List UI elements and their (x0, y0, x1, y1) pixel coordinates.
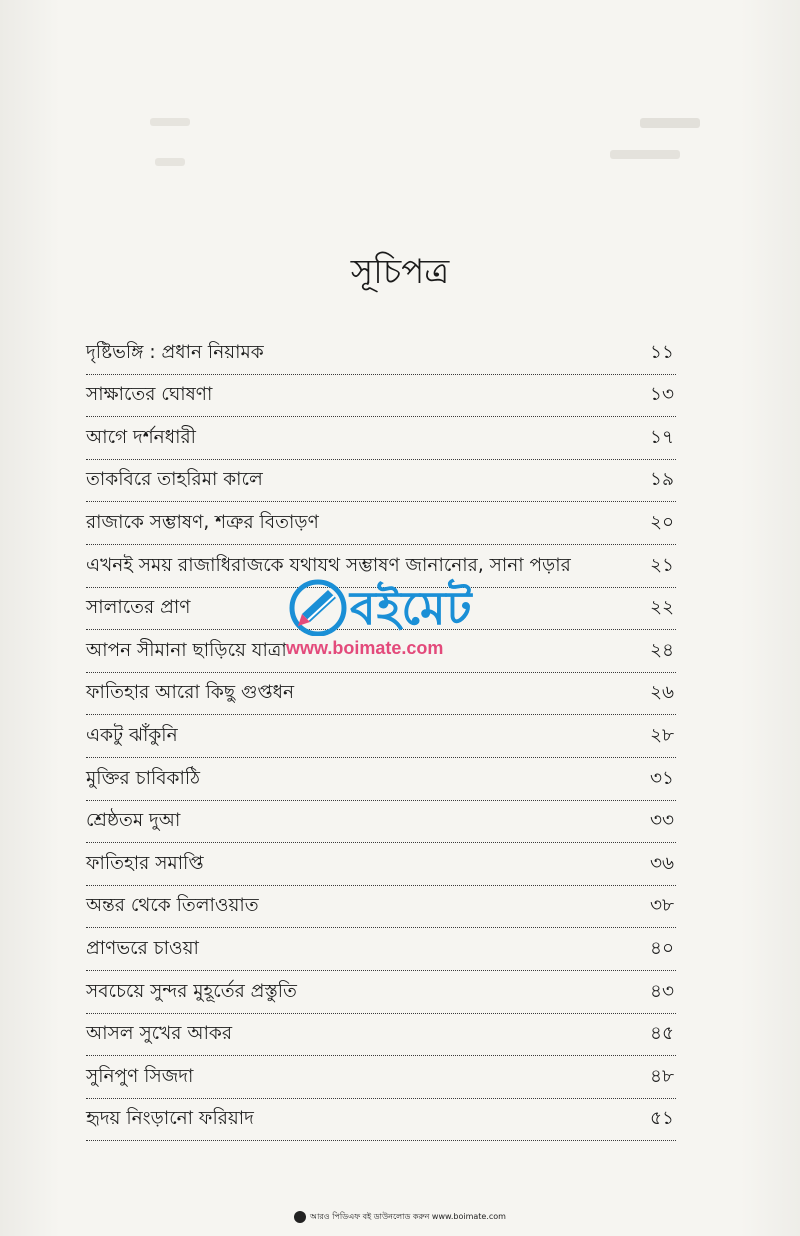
toc-row[interactable] (86, 758, 676, 801)
toc-entry-title: একটু ঝাঁকুনি (86, 724, 178, 746)
toc-entry-title: এখনই সময় রাজাধিরাজকে যথাযথ সম্ভাষণ জানানোর, সানা পড়ার (86, 554, 571, 576)
toc-page-number: ৪০ (649, 937, 674, 959)
toc-page-number: ৫১ (649, 1108, 674, 1130)
toc-page-number: ১৯ (649, 469, 674, 491)
toc-page-number: ৪৮ (649, 1065, 674, 1087)
toc-row[interactable] (86, 332, 676, 375)
footer-text[interactable]: আরও পিডিএফ বই ডাউনলোড করুন www.boimate.com (310, 1211, 506, 1221)
toc-page-number: ১৭ (649, 426, 674, 448)
toc-row[interactable] (86, 715, 676, 758)
toc-page-number: ১১ (649, 341, 674, 363)
toc-row[interactable] (86, 801, 676, 844)
toc-entry-title: দৃষ্টিভঙ্গি : প্রধান নিয়ামক (86, 341, 264, 363)
toc-row[interactable] (86, 843, 676, 886)
toc-row[interactable] (86, 460, 676, 503)
toc-entry-title: ফাতিহার সমাপ্তি (86, 852, 204, 874)
toc-entry-title: হৃদয় নিংড়ানো ফরিয়াদ (86, 1108, 254, 1130)
bleed-through-mark (640, 118, 700, 128)
watermark (288, 574, 528, 666)
bleed-through-mark (610, 150, 680, 159)
toc-entry-title: ফাতিহার আরো কিছু গুপ্তধন (86, 682, 294, 704)
toc-page-number: ৪৩ (649, 980, 674, 1002)
toc-entry-title: মুক্তির চাবিকাঠি (86, 767, 201, 789)
toc-page-number: ৪৫ (649, 1023, 674, 1045)
toc-entry-title: সালাতের প্রাণ (86, 597, 191, 619)
page-title: সূচিপত্র (350, 252, 450, 292)
toc-page-number: ২২ (649, 597, 674, 619)
watermark-url[interactable]: www.boimate.com (286, 638, 444, 658)
watermark-brand: বইমেট (350, 581, 473, 635)
toc-entry-title: শ্রেষ্ঠতম দুআ (86, 810, 181, 832)
toc-page-number: ১৩ (649, 384, 674, 406)
toc-entry-title: আসল সুখের আকর (86, 1023, 233, 1045)
toc-page-number: ৩৩ (649, 810, 674, 832)
toc-page-number: ৩৮ (649, 895, 674, 917)
toc-row[interactable] (86, 1099, 676, 1142)
toc-row[interactable] (86, 928, 676, 971)
toc-row[interactable] (86, 886, 676, 929)
toc-page-number: ২১ (649, 554, 674, 576)
toc-row[interactable] (86, 971, 676, 1014)
toc-page-number: ৩৬ (649, 852, 674, 874)
toc-entry-title: রাজাকে সম্ভাষণ, শত্রুর বিতাড়ণ (86, 511, 319, 533)
toc-row[interactable] (86, 417, 676, 460)
toc-row[interactable] (86, 375, 676, 418)
boimate-logo-icon (288, 578, 350, 636)
toc-row[interactable] (86, 1056, 676, 1099)
toc-row[interactable] (86, 1014, 676, 1057)
toc-entry-title: তাকবিরে তাহরিমা কালে (86, 469, 263, 491)
toc-page-number: ২৪ (649, 639, 674, 661)
bleed-through-mark (150, 118, 190, 126)
toc-entry-title: সবচেয়ে সুন্দর মুহূর্তের প্রস্তুতি (86, 980, 297, 1002)
bleed-through-mark (155, 158, 185, 166)
toc-page-number: ৩১ (649, 767, 674, 789)
toc-entry-title: আগে দর্শনধারী (86, 426, 196, 448)
toc-page-number: ২৬ (649, 682, 674, 704)
footer (0, 1208, 800, 1224)
toc-entry-title: প্রাণভরে চাওয়া (86, 937, 199, 959)
toc-entry-title: সুনিপুণ সিজদা (86, 1065, 194, 1087)
toc-entry-title: সাক্ষাতের ঘোষণা (86, 384, 213, 406)
toc-entry-title: আপন সীমানা ছাড়িয়ে যাত্রা (86, 639, 287, 661)
toc-row[interactable] (86, 673, 676, 716)
toc-page-number: ২৮ (649, 724, 674, 746)
boimate-circle-icon (294, 1211, 306, 1223)
table-of-contents (86, 332, 676, 1141)
toc-page-number: ২০ (649, 511, 674, 533)
toc-row[interactable] (86, 502, 676, 545)
toc-entry-title: অন্তর থেকে তিলাওয়াত (86, 895, 259, 917)
